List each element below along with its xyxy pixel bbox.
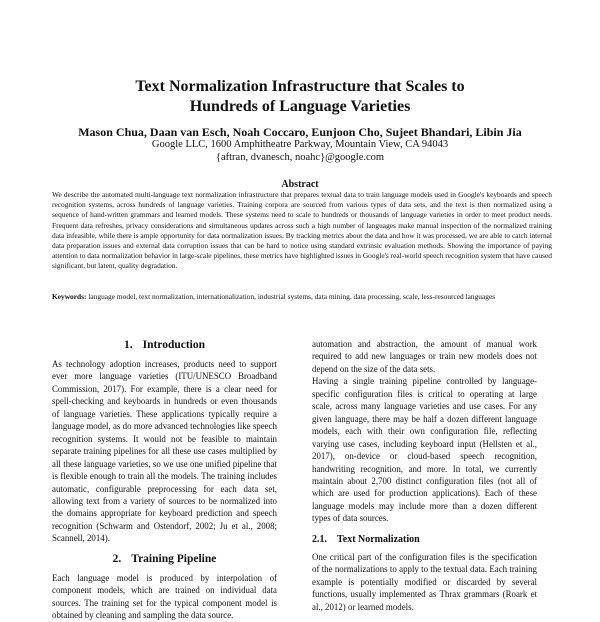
abstract-text: We describe the automated multi-language text normalization infrastructure that prepares textual data to train language models used in Google's keyboards and speech recognition systems, across hundreds of language varieties. Training corpora are sourced from various types of data sets, and the text is then normalized using a sequence of hand-written grammars and learned models. These systems need to scale to hundreds or thousands of language varieties in order to meet product needs. Frequent data refreshes, privacy considerations and simultaneous updates across such a high number of languages make manual inspection of the normalized training data infeasible, while there is ample opportunity for data normalization issues. By tracking metrics about the data and how it was processed, we are able to catch internal data preparation issues and external data corruption issues that can be hard to notice using standard extrinsic evaluation methods. Showing the importance of paying attention to data normalization behavior in large-scale pipelines, these metrics have highlighted issues in Google's real-world speech recognition system that have caused significant, but latent, quality degradation.	[52, 190, 552, 271]
intro-paragraph-1: As technology adoption increases, products need to support ever more language varieties (ITU/UNESCO Broadband Commission, 2017). For example, there is a clear need for spell-checking and keyboards in hundreds or even thousands of language varieties. These applications typically require a language model, as do more advanced technologies like speech recognition systems. It would not be feasible to maintain separate training pipelines for all these use cases multiplied by all these language varieties, so we use one unified pipeline that is flexible enough to train all the models. The training includes automatic, configurable preprocessing for each data set, allowing text from a variety of sources to be normalized into the domains appropriate for keyboard prediction and speech recognition (Schwarm and Ostendorf, 2002; Ju et al., 2008; Scannell, 2014).	[52, 359, 277, 544]
section-heading-training-pipeline	[52, 552, 277, 566]
abstract-heading: Abstract	[281, 179, 319, 190]
section-number: 1.	[123, 339, 133, 351]
left-column	[52, 338, 277, 622]
intro-paragraph-3: Having a single training pipeline controlled by language-specific configuration files is critical to operating at large scale, across many language varieties and use cases. For any given language, there may be half a dozen different language models, each with their own configuration file, reflecting varying use cases, including keyboard input (Hellsten et al., 2017), on-device or cloud-based speech recognition, handwriting recognition, and more. In total, we currently maintain about 2,700 distinct configuration files (not all of which are used for production applications). Each of these language models may include more than a dozen different types of data sources.	[312, 376, 537, 524]
section-heading-introduction	[52, 338, 277, 352]
keywords	[52, 292, 552, 302]
title-line-1: Text Normalization Infrastructure that Scales to	[135, 78, 465, 95]
paper-title	[0, 77, 600, 117]
author-emails: {aftran, dvanesch, noahc}@google.com	[215, 152, 385, 163]
title-line-2: Hundreds of Language Varieties	[189, 98, 411, 115]
section-title: Training Pipeline	[131, 552, 217, 565]
section-number: 2.	[112, 552, 122, 565]
textnorm-paragraph-1: One critical part of the configuration files is the specification of the normalizations to apply to the textual data. Each training example is potentially modified or discarded by several functions, usually implemented as Thrax grammars (Roark et al., 2012) or learned models.	[312, 551, 537, 612]
keywords-text: language model, text normalization, internationalization, industrial systems, data mining, data processing, scale, less-resourced languages	[86, 292, 496, 301]
intro-paragraph-2: automation and abstraction, the amount of manual work required to add new languages or train new models does not depend on the size of the data sets.	[312, 339, 537, 374]
pipeline-paragraph-1: Each language model is produced by interpolation of component models, which are trained on individual data sources. The training set for the typical component model is obtained by cleaning and sampling the data source.	[52, 572, 277, 621]
subsection-heading-text-normalization	[312, 534, 537, 546]
keywords-label: Keywords:	[52, 292, 87, 301]
section-title: Introduction	[142, 339, 206, 351]
author-list: Mason Chua, Daan van Esch, Noah Coccaro, Eunjoon Cho, Sujeet Bhandari, Libin Jia	[78, 125, 522, 139]
right-column	[312, 338, 537, 613]
subsection-number: 2.1.	[312, 533, 327, 545]
subsection-title: Text Normalization	[337, 533, 420, 545]
affiliation: Google LLC, 1600 Amphitheatre Parkway, Mountain View, CA 94043	[151, 139, 449, 150]
